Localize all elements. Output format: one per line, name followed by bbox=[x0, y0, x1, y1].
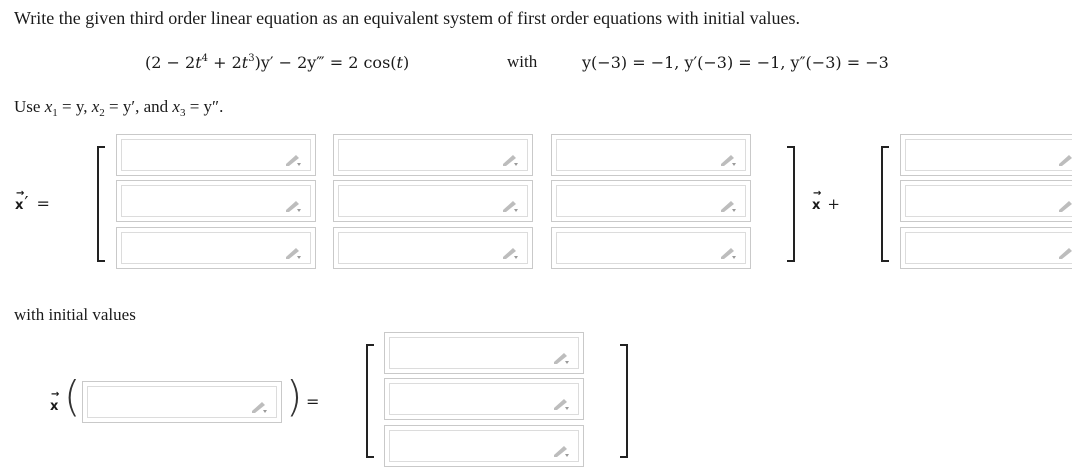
pencil-icon bbox=[718, 153, 740, 167]
matrix-cell-2-3[interactable] bbox=[551, 180, 751, 222]
matrix-cell-2-1[interactable] bbox=[116, 180, 316, 222]
matrix-left-bracket bbox=[97, 146, 105, 262]
matrix-cell-3-2[interactable] bbox=[333, 227, 533, 269]
iv-cell-1[interactable] bbox=[384, 332, 584, 374]
vector-x-symbol: → x bbox=[50, 389, 60, 414]
pencil-icon bbox=[1056, 199, 1072, 213]
right-paren: ) bbox=[286, 372, 303, 421]
pencil-icon bbox=[551, 444, 573, 458]
vector-x-plus: → x + bbox=[812, 188, 840, 213]
pencil-icon bbox=[283, 153, 305, 167]
iv-equals: = bbox=[306, 392, 320, 411]
pencil-icon bbox=[283, 246, 305, 260]
matrix-cell-1-1[interactable] bbox=[116, 134, 316, 176]
iv-cell-3[interactable] bbox=[384, 425, 584, 467]
pencil-icon bbox=[1056, 246, 1072, 260]
instructions-text: Write the given third order linear equation as an equivalent system of first order equations with initial values. bbox=[14, 8, 801, 28]
matrix-cell-3-3[interactable] bbox=[551, 227, 751, 269]
pencil-icon bbox=[1056, 153, 1072, 167]
pencil-icon bbox=[551, 397, 573, 411]
initial-vector-lhs bbox=[50, 391, 59, 415]
matrix-cell-2-2[interactable] bbox=[333, 180, 533, 222]
vector-x-symbol: → x bbox=[15, 188, 25, 213]
pencil-icon bbox=[551, 351, 573, 365]
initial-values-label: with initial values bbox=[14, 305, 136, 324]
pencil-icon bbox=[500, 246, 522, 260]
pencil-icon bbox=[283, 199, 305, 213]
pencil-icon bbox=[500, 153, 522, 167]
forcing-cell-2[interactable] bbox=[900, 180, 1072, 222]
matrix-cell-1-2[interactable] bbox=[333, 134, 533, 176]
initial-conditions: y(−3) = −1, y′(−3) = −1, y″(−3) = −3 bbox=[582, 53, 889, 72]
differential-equation: $(2 - 2t^4 + 2t^3)y'$ − 2y‴ = 2 cos(t) bbox=[145, 53, 410, 72]
substitution-line: Use $x_1 = y$, $x_2 = y'$, and $x_3 = y''$. bbox=[14, 97, 224, 119]
left-paren: ( bbox=[64, 372, 81, 421]
pencil-icon bbox=[500, 199, 522, 213]
vector-x-symbol: → x bbox=[812, 188, 822, 213]
pencil-icon bbox=[718, 199, 740, 213]
forcing-cell-3[interactable] bbox=[900, 227, 1072, 269]
forcing-cell-1[interactable] bbox=[900, 134, 1072, 176]
matrix-cell-3-1[interactable] bbox=[116, 227, 316, 269]
forcing-vector-left-bracket bbox=[881, 146, 889, 262]
with-label: with bbox=[507, 52, 538, 71]
system-lhs: → x′ = bbox=[15, 188, 50, 214]
pencil-icon bbox=[718, 246, 740, 260]
matrix-cell-1-3[interactable] bbox=[551, 134, 751, 176]
initial-time-input[interactable] bbox=[82, 381, 282, 423]
iv-left-bracket bbox=[366, 344, 374, 458]
iv-cell-2[interactable] bbox=[384, 378, 584, 420]
matrix-right-bracket bbox=[787, 146, 795, 262]
iv-right-bracket bbox=[620, 344, 628, 458]
pencil-icon bbox=[249, 400, 271, 414]
